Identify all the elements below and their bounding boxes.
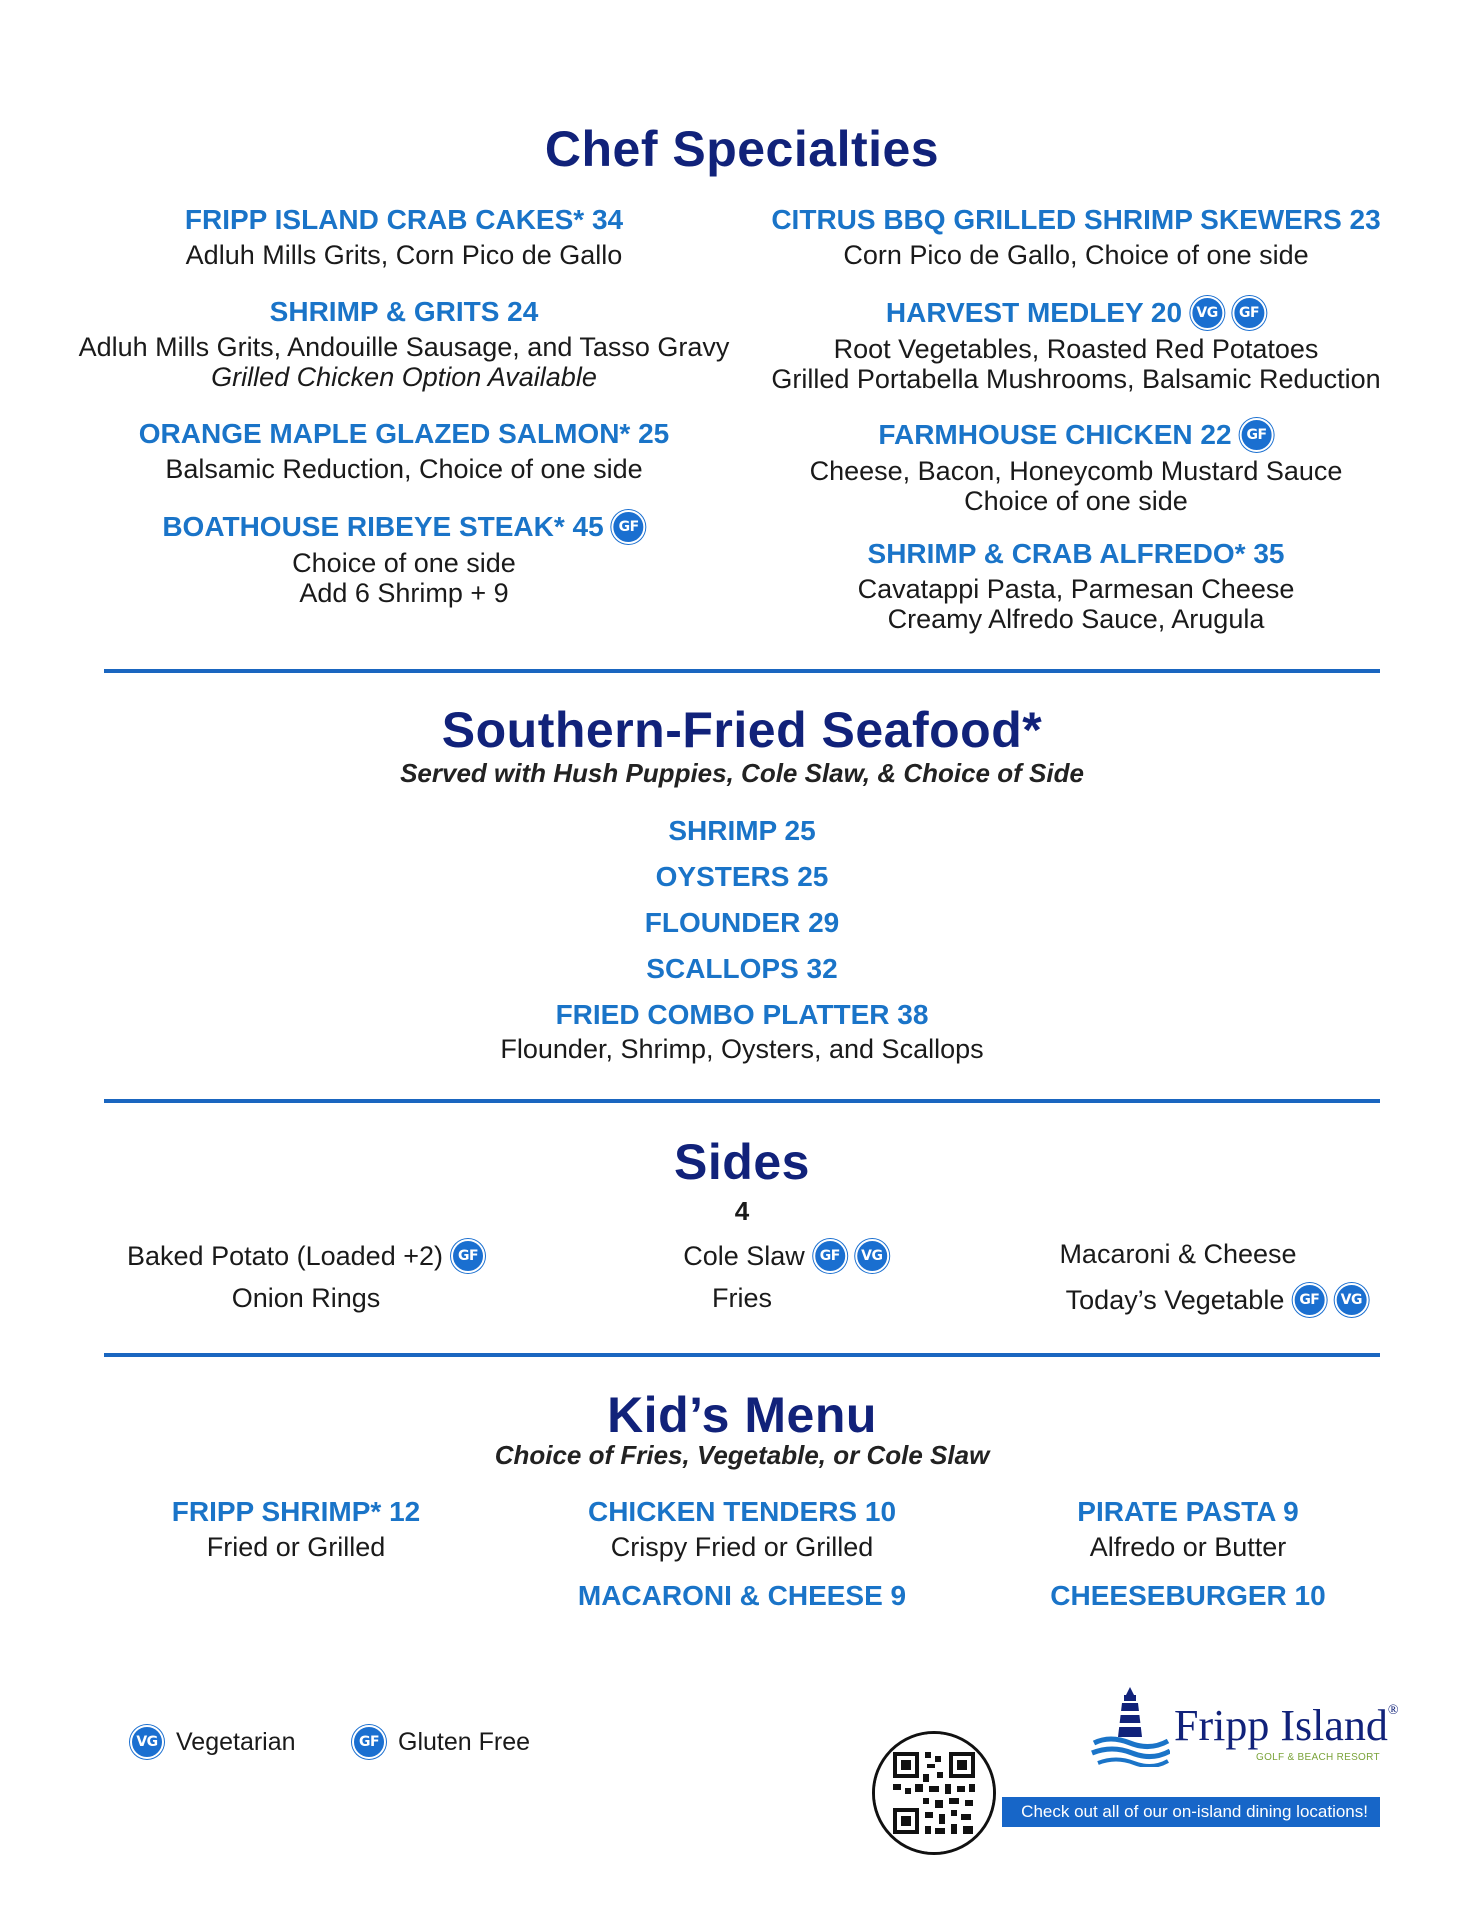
menu-item-shrimp-grits bbox=[79, 298, 730, 392]
item-title: CHICKEN TENDERS 10 bbox=[587, 1496, 897, 1527]
vegetarian-badge-icon: VG bbox=[1334, 1283, 1368, 1317]
kids-item-pirate-pasta bbox=[1077, 1496, 1298, 1562]
item-description: Grilled Portabella Mushrooms, Balsamic Reduction bbox=[771, 364, 1381, 394]
gluten-free-badge-icon: GF bbox=[1292, 1283, 1326, 1317]
seafood-item: FRIED COMBO PLATTER 38 bbox=[555, 999, 929, 1030]
lighthouse-waves-logo bbox=[1090, 1685, 1170, 1767]
item-title: BOATHOUSE RIBEYE STEAK* 45 bbox=[162, 511, 604, 542]
item-title: CITRUS BBQ GRILLED SHRIMP SKEWERS 23 bbox=[771, 204, 1381, 235]
side-label: Macaroni & Cheese bbox=[1059, 1239, 1297, 1269]
item-description: Add 6 Shrimp + 9 bbox=[299, 578, 509, 608]
kids-menu-subtitle: Choice of Fries, Vegetable, or Cole Slaw bbox=[494, 1440, 990, 1470]
side-mac-cheese bbox=[1059, 1239, 1296, 1270]
menu-item-harvest-medley bbox=[771, 296, 1380, 394]
item-title: PIRATE PASTA 9 bbox=[1077, 1496, 1299, 1527]
item-description: Adluh Mills Grits, Corn Pico de Gallo bbox=[185, 240, 623, 270]
registered-mark: ® bbox=[1387, 1703, 1399, 1718]
seafood-list bbox=[0, 816, 1484, 1064]
item-description: Creamy Alfredo Sauce, Arugula bbox=[887, 604, 1265, 634]
seafood-item: OYSTERS 25 bbox=[655, 861, 829, 892]
kids-item-mac-cheese bbox=[578, 1580, 906, 1612]
menu-item-farmhouse-chicken bbox=[810, 418, 1343, 516]
item-description: Alfredo or Butter bbox=[1089, 1532, 1287, 1562]
item-description: Choice of one side bbox=[292, 548, 516, 578]
item-description: Balsamic Reduction, Choice of one side bbox=[165, 454, 643, 484]
item-title: FRIPP SHRIMP* 12 bbox=[171, 1496, 421, 1527]
side-label: Fries bbox=[712, 1283, 772, 1313]
side-label: Today’s Vegetable bbox=[1065, 1284, 1285, 1315]
kids-item-chicken-tenders bbox=[588, 1496, 896, 1562]
item-title: SHRIMP & CRAB ALFREDO* 35 bbox=[867, 538, 1285, 569]
vegetarian-badge-icon: VG bbox=[1190, 296, 1224, 330]
vegetarian-badge-icon: VG bbox=[855, 1239, 889, 1273]
menu-item-shrimp-crab-alfredo bbox=[858, 540, 1295, 634]
item-title: ORANGE MAPLE GLAZED SALMON* 25 bbox=[138, 418, 670, 449]
item-title: HARVEST MEDLEY 20 bbox=[885, 297, 1183, 328]
legend-label: Vegetarian bbox=[176, 1727, 296, 1756]
chef-specialties-heading: Chef Specialties bbox=[544, 121, 940, 177]
item-title: MACARONI & CHEESE 9 bbox=[577, 1580, 907, 1611]
kids-menu-heading: Kid’s Menu bbox=[607, 1387, 877, 1443]
section-divider bbox=[104, 669, 1380, 673]
item-title-row bbox=[886, 296, 1266, 330]
side-fries bbox=[712, 1283, 772, 1314]
item-title: SHRIMP & GRITS 24 bbox=[269, 296, 539, 327]
item-description: Cheese, Bacon, Honeycomb Mustard Sauce bbox=[809, 456, 1343, 486]
legend-label: Gluten Free bbox=[398, 1727, 531, 1756]
side-onion-rings bbox=[232, 1283, 381, 1314]
menu-item-ribeye bbox=[162, 510, 645, 608]
item-title: CHEESEBURGER 10 bbox=[1050, 1580, 1326, 1611]
legend bbox=[130, 1725, 530, 1759]
menu-item-bbq-shrimp-skewers bbox=[771, 206, 1380, 270]
side-label: Onion Rings bbox=[231, 1283, 381, 1313]
vegetarian-badge-icon: VG bbox=[130, 1725, 164, 1759]
legend-gluten-free bbox=[352, 1725, 530, 1759]
kids-item-fripp-shrimp bbox=[172, 1496, 420, 1562]
brand-name-text: Fripp Island bbox=[1174, 1701, 1388, 1750]
side-label: Cole Slaw bbox=[683, 1240, 805, 1271]
side-todays-vegetable bbox=[1066, 1283, 1369, 1317]
item-description: Crispy Fried or Grilled bbox=[610, 1532, 874, 1562]
item-title-row bbox=[162, 510, 645, 544]
seafood-heading: Southern-Fried Seafood* bbox=[441, 702, 1043, 758]
side-cole-slaw bbox=[683, 1239, 889, 1273]
qr-code-icon[interactable] bbox=[872, 1731, 996, 1855]
section-divider bbox=[104, 1099, 1380, 1103]
seafood-item: SHRIMP 25 bbox=[668, 815, 816, 846]
combo-description: Flounder, Shrimp, Oysters, and Scallops bbox=[500, 1034, 984, 1064]
item-description: Corn Pico de Gallo, Choice of one side bbox=[843, 240, 1309, 270]
seafood-item: SCALLOPS 32 bbox=[646, 953, 838, 984]
kids-item-cheeseburger bbox=[1050, 1580, 1325, 1612]
gluten-free-badge-icon: GF bbox=[612, 510, 646, 544]
item-description: Fried or Grilled bbox=[206, 1532, 386, 1562]
menu-item-crab-cakes bbox=[185, 206, 623, 270]
side-baked-potato bbox=[127, 1239, 485, 1273]
sides-price: 4 bbox=[734, 1196, 750, 1226]
gluten-free-badge-icon: GF bbox=[352, 1725, 386, 1759]
gluten-free-badge-icon: GF bbox=[1240, 418, 1274, 452]
side-label: Baked Potato (Loaded +2) bbox=[127, 1240, 443, 1271]
item-title-row bbox=[878, 418, 1273, 452]
gluten-free-badge-icon: GF bbox=[1232, 296, 1266, 330]
brand-name bbox=[1174, 1701, 1399, 1750]
dining-locations-banner[interactable]: Check out all of our on-island dining locations! bbox=[1002, 1797, 1380, 1827]
brand-tagline: GOLF & BEACH RESORT bbox=[1256, 1752, 1380, 1763]
menu-item-salmon bbox=[139, 420, 669, 484]
sides-heading: Sides bbox=[674, 1134, 810, 1190]
seafood-subtitle: Served with Hush Puppies, Cole Slaw, & Choice of Side bbox=[400, 758, 1084, 788]
item-description: Root Vegetables, Roasted Red Potatoes bbox=[833, 334, 1319, 364]
item-note: Grilled Chicken Option Available bbox=[211, 362, 597, 392]
item-description: Choice of one side bbox=[964, 486, 1188, 516]
section-divider bbox=[104, 1353, 1380, 1357]
gluten-free-badge-icon: GF bbox=[813, 1239, 847, 1273]
item-description: Adluh Mills Grits, Andouille Sausage, and Tasso Gravy bbox=[78, 332, 730, 362]
item-title: FARMHOUSE CHICKEN 22 bbox=[878, 419, 1232, 450]
legend-vegetarian bbox=[130, 1725, 296, 1759]
gluten-free-badge-icon: GF bbox=[451, 1239, 485, 1273]
item-description: Cavatappi Pasta, Parmesan Cheese bbox=[857, 574, 1295, 604]
item-title: FRIPP ISLAND CRAB CAKES* 34 bbox=[184, 204, 624, 235]
seafood-item: FLOUNDER 29 bbox=[644, 907, 840, 938]
